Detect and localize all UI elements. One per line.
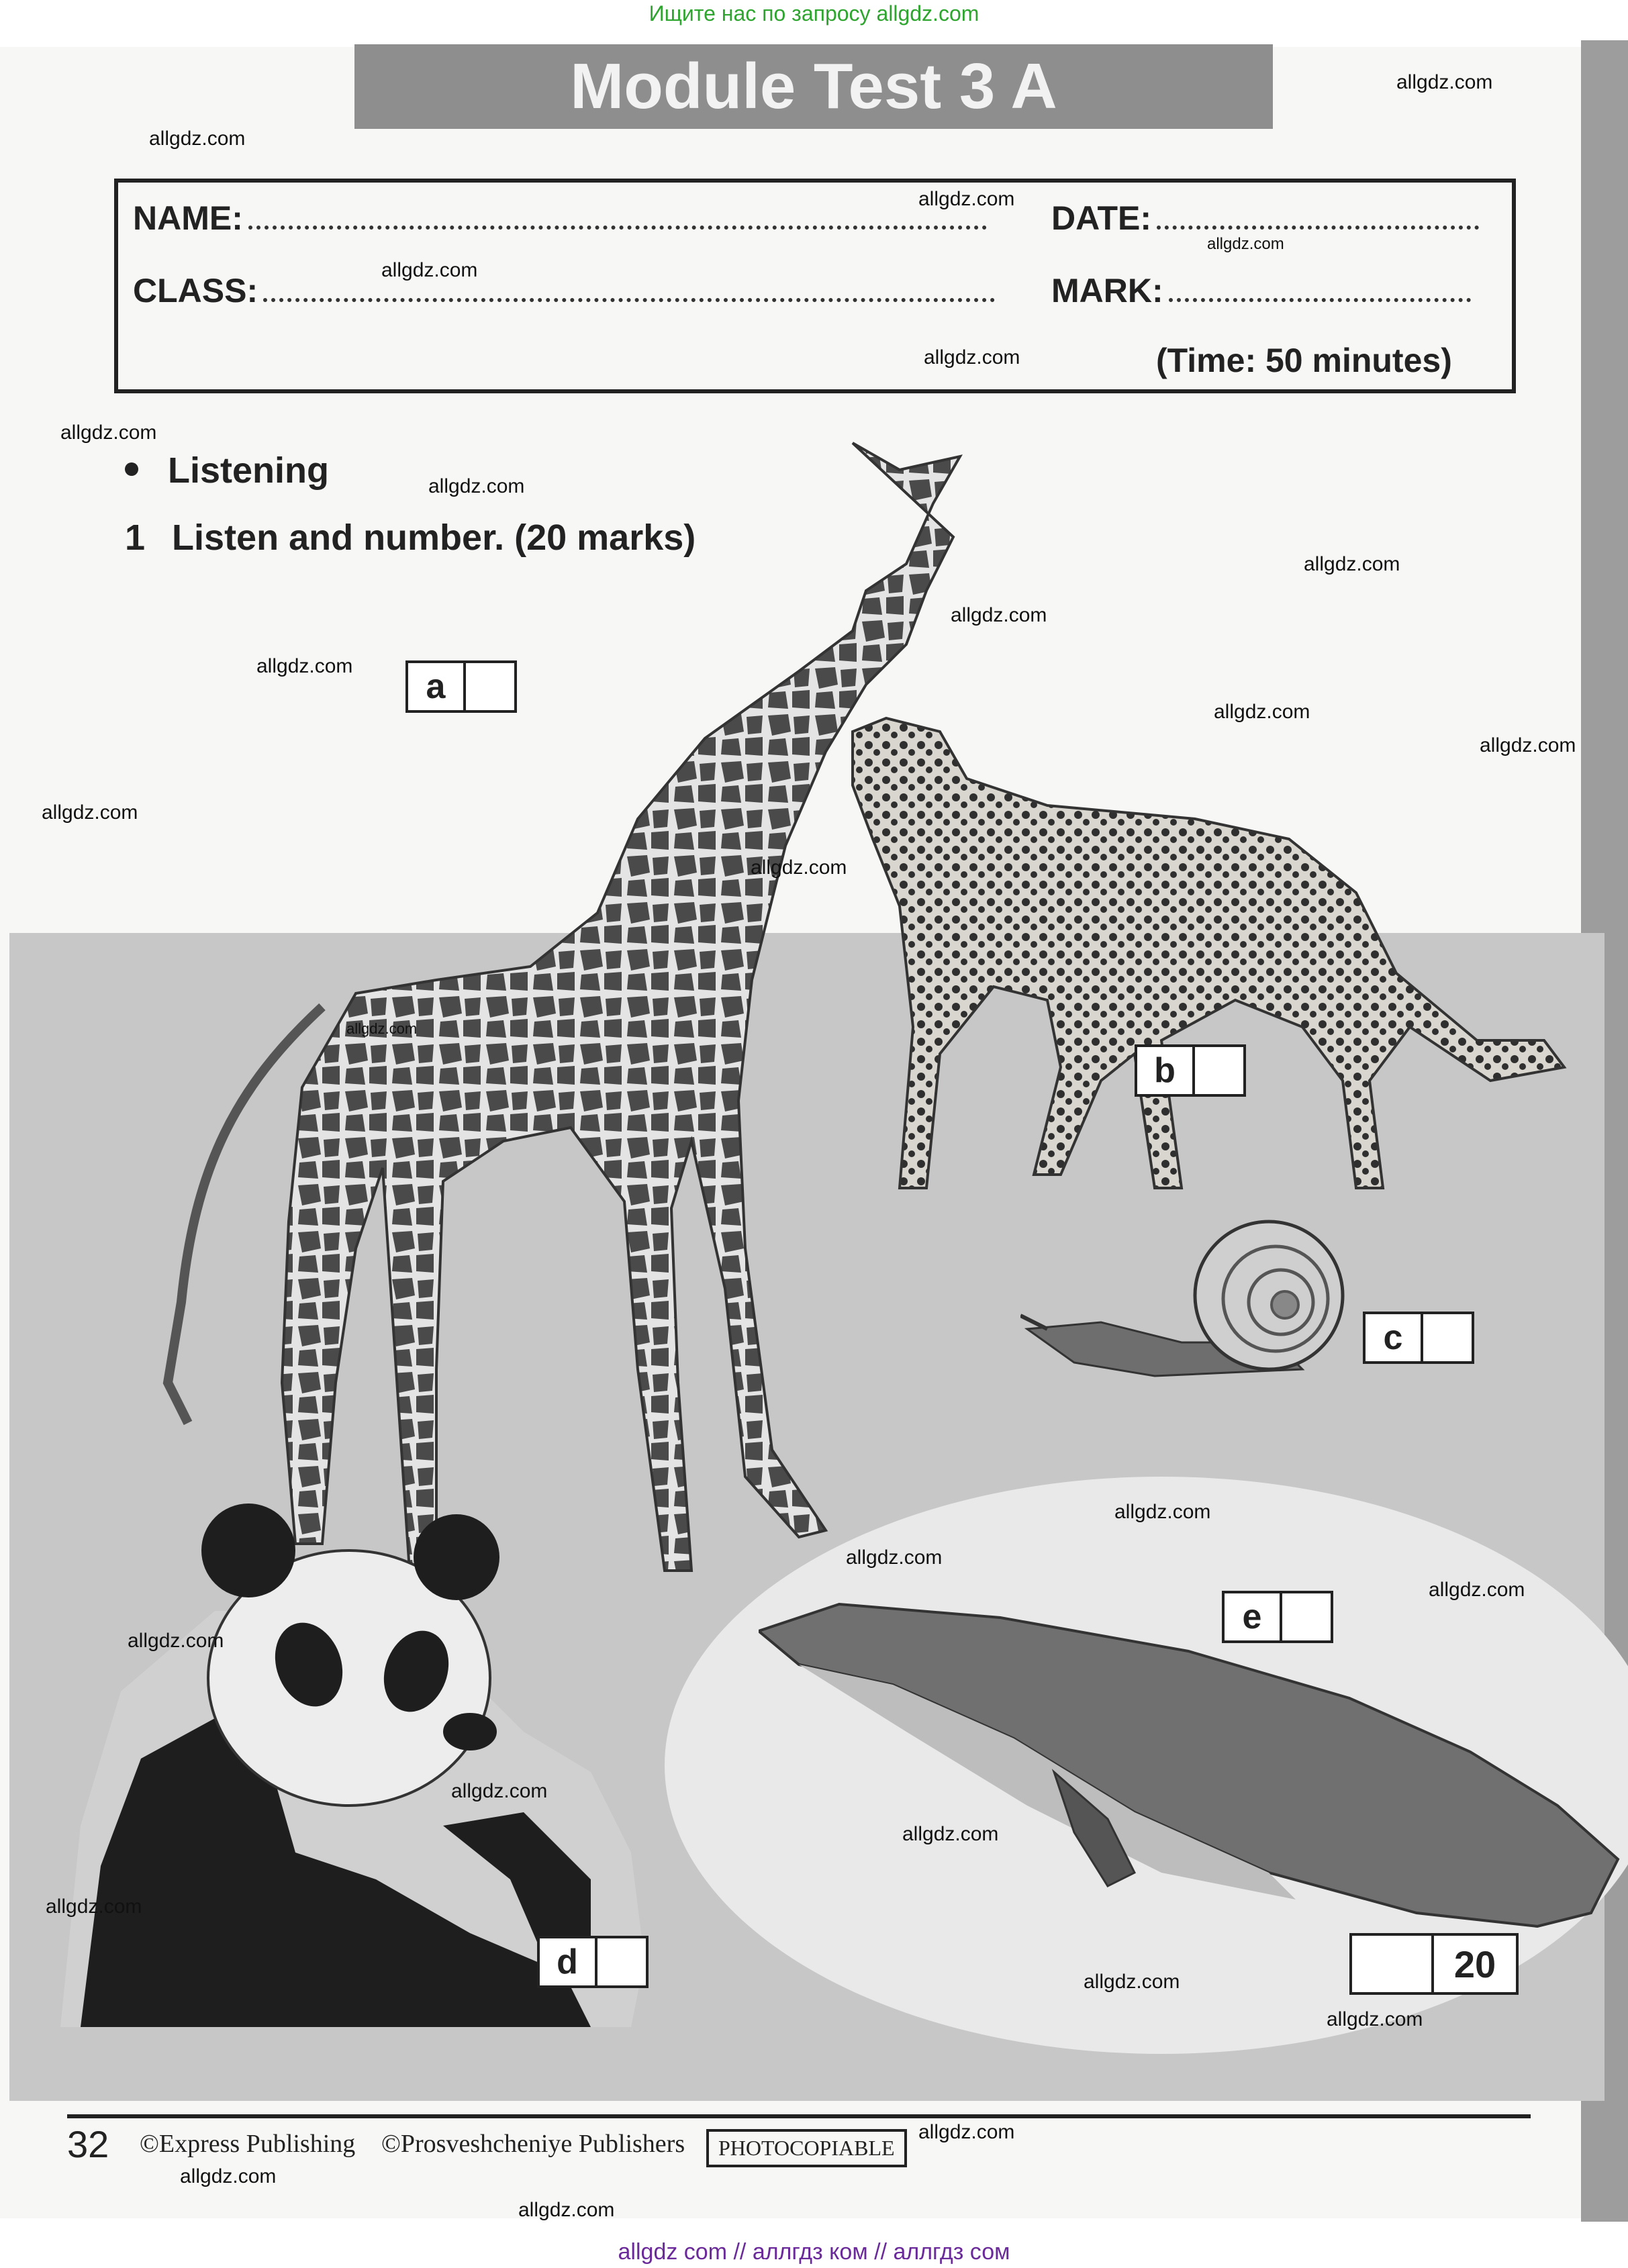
mark-field[interactable] (1051, 271, 1471, 310)
watermark: allgdz.com (918, 2121, 1015, 2143)
label-box-a[interactable] (405, 660, 517, 713)
watermark: allgdz.com (518, 2199, 615, 2221)
watermark: allgdz.com (60, 422, 157, 444)
class-field[interactable] (133, 271, 995, 310)
watermark: allgdz.com (902, 1823, 999, 1845)
name-field[interactable] (133, 199, 987, 238)
watermark: allgdz.com (1114, 1501, 1211, 1523)
watermark: allgdz.com (1327, 2008, 1423, 2030)
watermark: allgdz.com (924, 346, 1020, 368)
class-label: CLASS: (133, 272, 258, 309)
watermark: allgdz.com (451, 1780, 548, 1802)
watermark: allgdz.com (42, 801, 138, 824)
label-letter-d: d (540, 1938, 597, 1985)
label-letter-a: a (408, 663, 466, 710)
watermark: allgdz.com (1396, 71, 1493, 93)
class-dots (263, 293, 995, 302)
time-limit: (Time: 50 minutes) (1156, 342, 1452, 379)
watermark: allgdz.com (951, 604, 1047, 626)
bullet-icon (125, 462, 138, 476)
score-box[interactable] (1349, 1933, 1519, 1995)
top-banner[interactable]: Ищите нас по запросу allgdz.com (649, 1, 979, 26)
watermark: allgdz.com (751, 856, 847, 879)
student-info-box (114, 179, 1516, 393)
watermark: allgdz.com (846, 1546, 943, 1569)
date-dots (1157, 220, 1479, 230)
footer-divider (67, 2114, 1531, 2118)
photocopiable-stamp: PHOTOCOPIABLE (706, 2129, 907, 2167)
label-letter-e: e (1225, 1593, 1282, 1640)
name-dots (248, 220, 987, 230)
publisher-credit-2: ©Prosveshcheniye Publishers (381, 2130, 685, 2158)
section-heading: Listening (125, 450, 329, 491)
watermark: allgdz.com (1304, 553, 1400, 575)
label-box-e[interactable] (1222, 1591, 1333, 1643)
watermark: allgdz.com (1084, 1971, 1180, 1993)
watermark: allgdz.com (428, 475, 525, 497)
label-letter-b: b (1137, 1047, 1195, 1094)
watermark: allgdz.com (1480, 734, 1576, 756)
bottom-banner[interactable]: allgdz com // аллгдз ком // аллгдз сом (618, 2239, 1010, 2265)
name-label: NAME: (133, 199, 243, 237)
watermark: allgdz.com (128, 1630, 224, 1652)
label-letter-c: c (1366, 1314, 1423, 1361)
watermark: allgdz.com (1214, 701, 1310, 723)
publisher-credit-1: ©Express Publishing (140, 2130, 356, 2158)
watermark: allgdz.com (149, 128, 246, 150)
watermark: allgdz.com (918, 188, 1015, 210)
label-box-b[interactable] (1135, 1044, 1246, 1097)
score-max: 20 (1453, 1942, 1496, 1985)
watermark: allgdz.com (381, 259, 478, 281)
page-number: 32 (67, 2123, 109, 2165)
snail-picture (1020, 1208, 1396, 1396)
score-blank[interactable] (1352, 1936, 1434, 1992)
watermark: allgdz.com (1207, 235, 1284, 253)
mark-label: MARK: (1051, 272, 1163, 309)
watermark: allgdz.com (1429, 1579, 1525, 1601)
page-title: Module Test 3 A (354, 44, 1273, 129)
task-text: Listen and number. (20 marks) (172, 517, 696, 558)
whale-picture (759, 1591, 1625, 1967)
cheetah-picture (846, 705, 1571, 1215)
date-field[interactable] (1051, 199, 1479, 238)
watermark: allgdz.com (180, 2165, 277, 2187)
mark-dots (1169, 293, 1471, 302)
date-label: DATE: (1051, 199, 1152, 237)
label-box-c[interactable] (1363, 1312, 1474, 1364)
watermark: allgdz.com (256, 655, 353, 677)
task-number: 1 (125, 517, 146, 558)
watermark: allgdz.com (346, 1020, 418, 1037)
label-box-d[interactable] (537, 1936, 649, 1988)
watermark: allgdz.com (46, 1895, 142, 1918)
